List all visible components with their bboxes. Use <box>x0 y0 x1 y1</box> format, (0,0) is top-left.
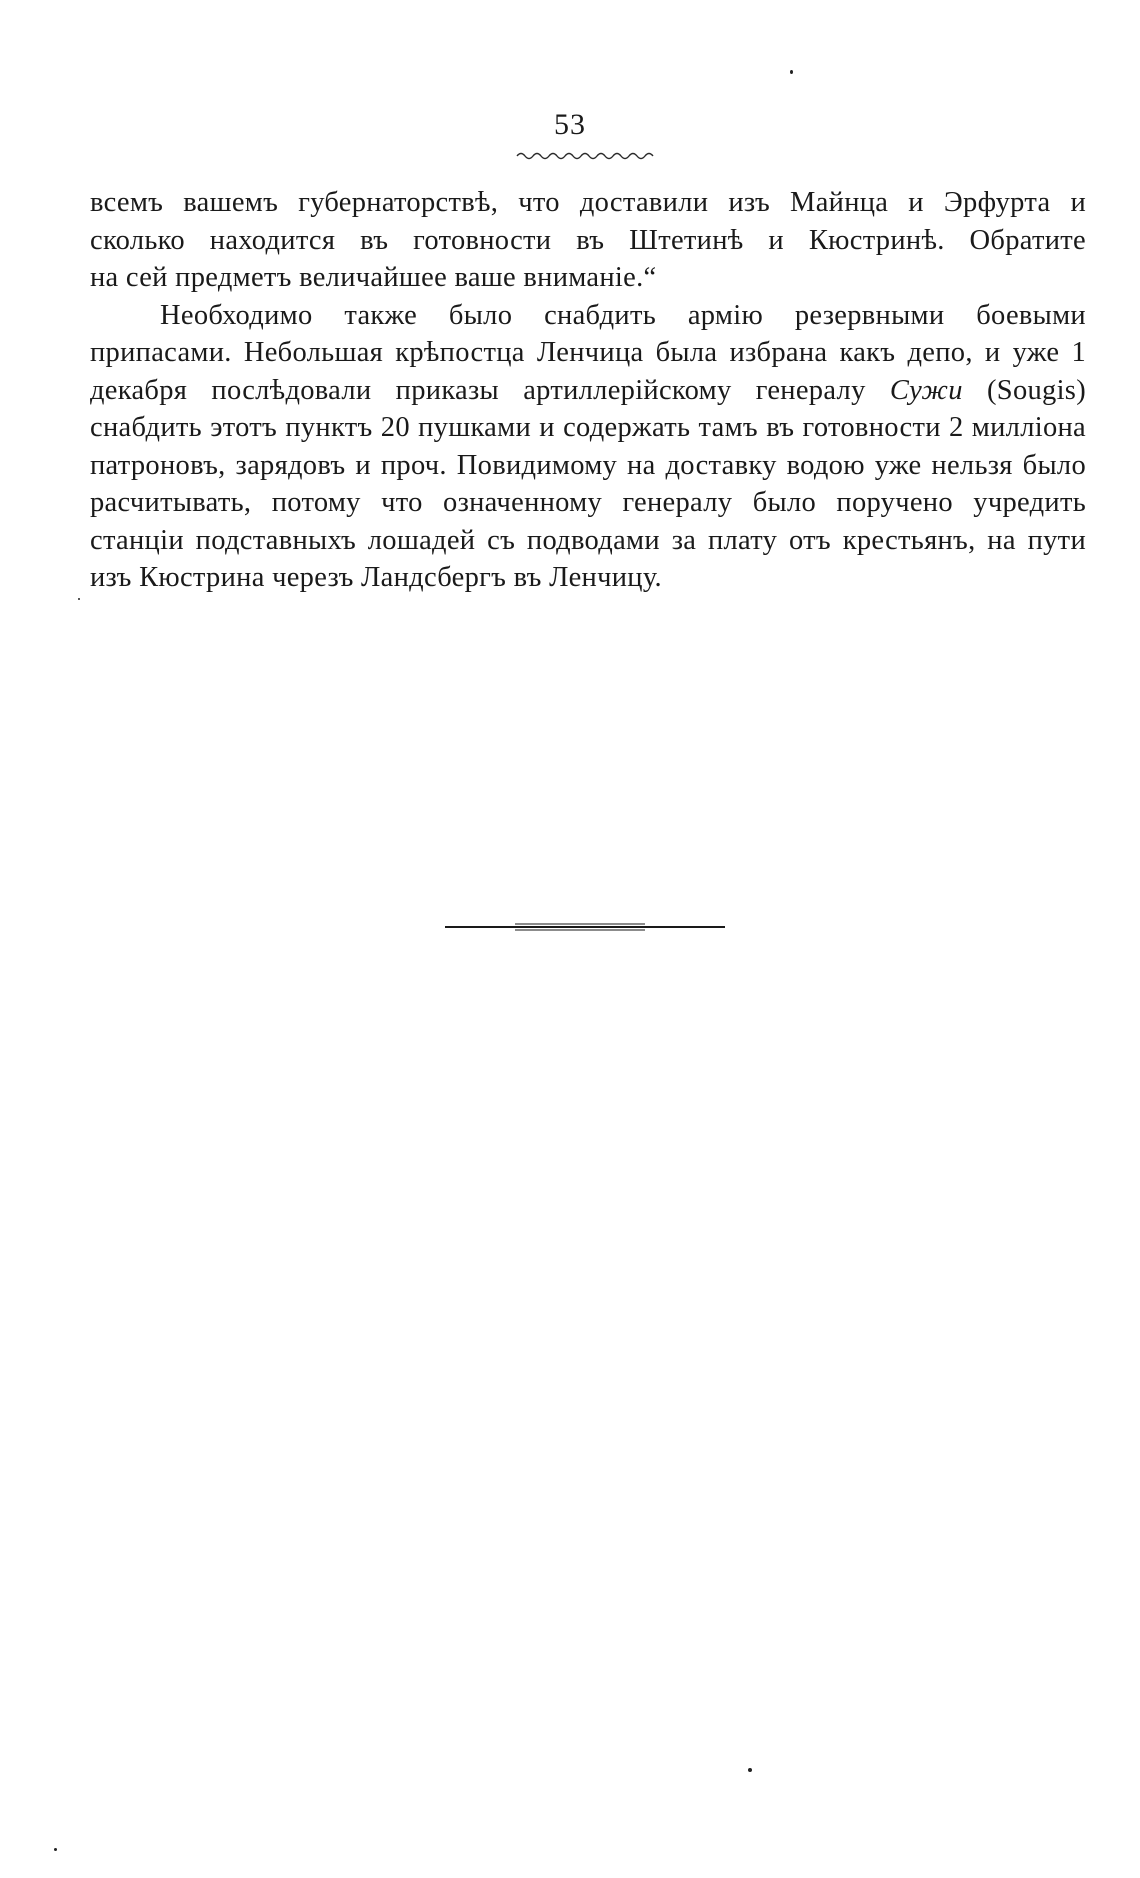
scan-speck <box>78 598 80 600</box>
text-line: на сей предметъ величайшее ваше вниманіе.“ <box>90 262 657 293</box>
body-text <box>90 184 1086 597</box>
text-run: (Sougis) снабдить этотъ пунктъ 20 пушками и содержать тамъ въ готовности 2 милліона патроновъ, зарядовъ и проч. Повидимому на доставку водою уже нельзя было расчитывать, потому что означенному генералу было поручено учредить станціи подставныхъ лошадей съ подводами за плату отъ крестьянъ, на пути изъ Кюстрина черезъ Ландсбергъ въ Ленчицу. <box>90 374 1086 593</box>
italic-name: Сужи <box>889 374 963 406</box>
section-end-rule <box>445 920 725 936</box>
text-line: сколько находится въ готовности въ Штетинѣ и Кюстринѣ. Обратите <box>90 224 1086 256</box>
paragraph-continued <box>90 184 1086 297</box>
text-run: Необходимо также было снабдить армію резервными боевыми припасами. Небольшая крѣпостца Ленчица была избрана какъ депо, и уже 1 декабря послѣдовали приказы артиллерійскому генералу <box>90 299 1086 406</box>
paragraph-main <box>90 297 1086 597</box>
page-number: 53 <box>554 108 586 141</box>
text-line: всемъ вашемъ губернаторствѣ, что доставили изъ Майнца и Эрфурта и <box>90 187 1086 218</box>
scan-speck <box>54 1848 57 1851</box>
page-number-ornament <box>515 150 655 164</box>
scan-speck <box>790 70 793 74</box>
scan-speck <box>748 1768 752 1772</box>
